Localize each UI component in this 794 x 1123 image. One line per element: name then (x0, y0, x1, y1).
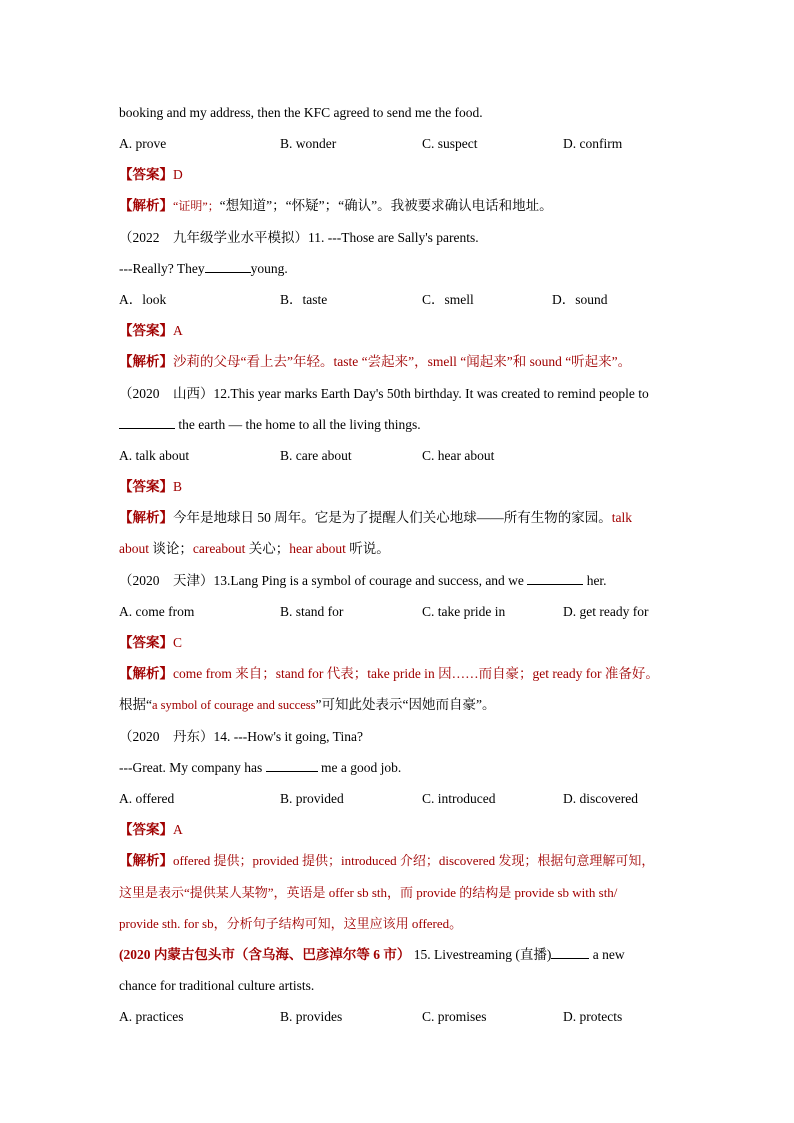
q15-stem: (2020 内蒙古包头市（含乌海、巴彦淖尔等 6 市） 15. Livestreaming (直播) a new (119, 947, 625, 962)
q10-option-a: A. prove (119, 136, 167, 151)
q14-analysis-1: 【解析】offered 提供；provided 提供；introduced 介绍；discovered 发现；根据句意理解可知， (119, 853, 655, 868)
q14-analysis-2: 这里是表示“提供某人某物”，英语是 offer sb sth，而 provide 的结构是 provide sb with sth/ (119, 885, 618, 900)
q13-analysis-2: 根据“a symbol of courage and success”可知此处表示“因她而自豪”。 (119, 697, 496, 712)
q12-analysis-1: 【解析】今年是地球日 50 周年。它是为了提醒人们关心地球——所有生物的家园。talk (119, 510, 632, 525)
q11-stem: （2022 九年级学业水平模拟）11. ---Those are Sally's parents. (119, 230, 479, 245)
q14-line2: ---Great. My company has me a good job. (119, 760, 402, 775)
q12-line2: the earth — the home to all the living things. (119, 416, 421, 434)
q14-analysis-3: provide sth. for sb，分析句子结构可知，这里应该用 offered。 (119, 916, 463, 931)
q10-analysis: 【解析】“证明”；“想知道”；“怀疑”；“确认”。我被要求确认电话和地址。 (119, 198, 553, 213)
q13-analysis-1: 【解析】come from 来自；stand for 代表；take pride in 因……而自豪；get ready for 准备好。 (119, 666, 659, 681)
q14-option-d: D. discovered (563, 791, 638, 806)
q10-option-c: C. suspect (422, 136, 478, 151)
q13-option-b: B. stand for (280, 604, 344, 619)
q14-option-b: B. provided (280, 791, 344, 806)
q12-analysis-2: about 谈论；careabout 关心；hear about 听说。 (119, 541, 390, 556)
q14-option-a: A. offered (119, 791, 175, 806)
q12-option-c: C. hear about (422, 448, 495, 463)
q11-option-d: D．sound (552, 292, 608, 307)
q15-option-a: A. practices (119, 1009, 184, 1024)
q12-option-a: A. talk about (119, 448, 190, 463)
q13-answer: 【答案】C (119, 635, 183, 650)
q14-stem: （2020 丹东）14. ---How's it going, Tina? (119, 729, 363, 744)
q12-stem: （2020 山西）12.This year marks Earth Day's 50th birthday. It was created to remind people to (119, 386, 649, 401)
q11-option-c: C．smell (422, 292, 474, 307)
q10-option-d: D. confirm (563, 136, 623, 151)
q12-option-b: B. care about (280, 448, 352, 463)
q10-option-b: B. wonder (280, 136, 337, 151)
q11-analysis: 【解析】沙莉的父母“看上去”年轻。taste “尝起来”，smell “闻起来”和 sound “听起来”。 (119, 354, 632, 369)
q12-answer: 【答案】B (119, 479, 183, 494)
q14-option-c: C. introduced (422, 791, 496, 806)
q15-option-c: C. promises (422, 1009, 487, 1024)
q14-answer: 【答案】A (119, 822, 183, 837)
q10-answer: 【答案】D (119, 167, 183, 182)
q13-option-d: D. get ready for (563, 604, 649, 619)
q10-stem: booking and my address, then the KFC agreed to send me the food. (119, 105, 483, 120)
q15-line2: chance for traditional culture artists. (119, 978, 315, 993)
q15-option-d: D. protects (563, 1009, 623, 1024)
q13-option-c: C. take pride in (422, 604, 506, 619)
q13-stem: （2020 天津）13.Lang Ping is a symbol of courage and success, and we her. (119, 573, 607, 588)
q11-line2: ---Really? They young. (119, 261, 288, 276)
q13-option-a: A. come from (119, 604, 195, 619)
q11-option-b: B．taste (280, 292, 328, 307)
q11-option-a: A．look (119, 292, 167, 307)
q11-answer: 【答案】A (119, 323, 183, 338)
q15-option-b: B. provides (280, 1009, 343, 1024)
